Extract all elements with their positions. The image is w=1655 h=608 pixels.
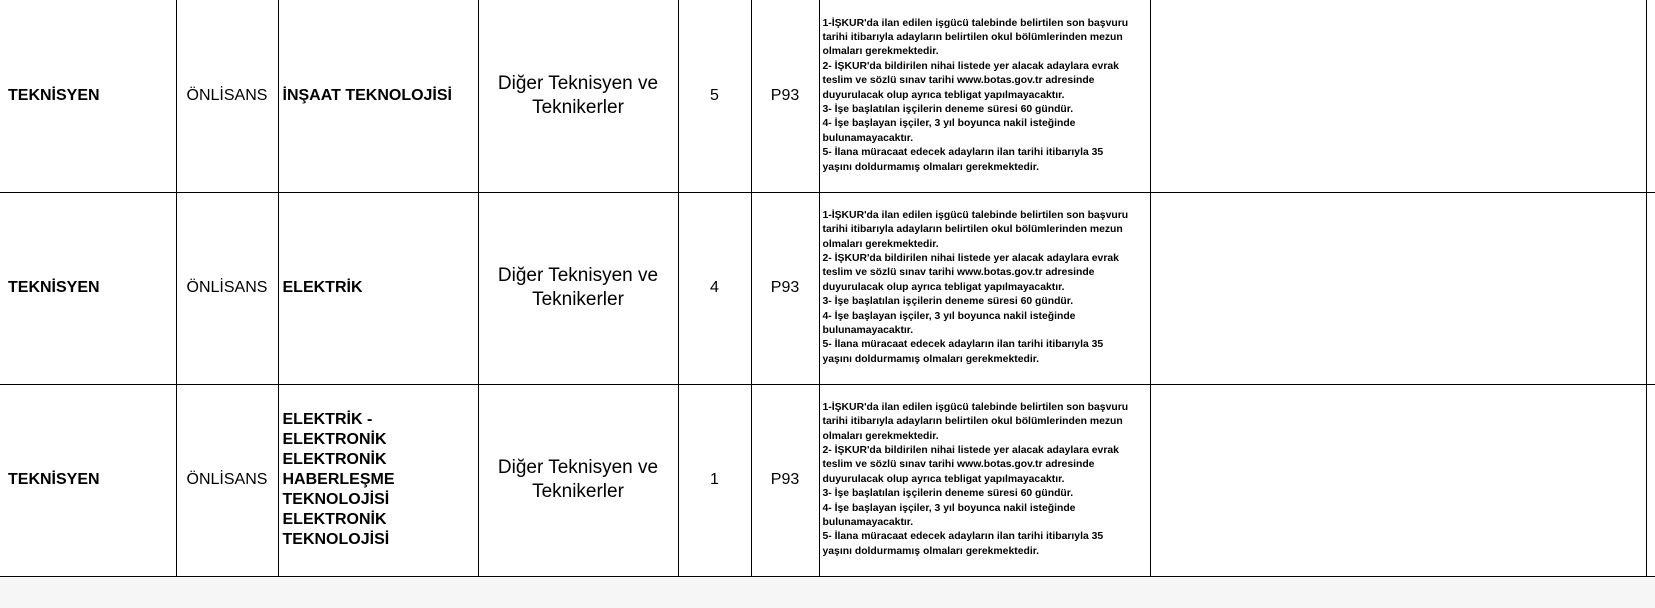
notes-line: teslim ve sözlü sınav tarihi www.botas.gov.tr adresinde	[822, 267, 1095, 279]
notes-line: teslim ve sözlü sınav tarihi www.botas.gov.tr adresinde	[822, 459, 1095, 471]
department-line: HABERLEŞME	[282, 471, 395, 488]
edge-cell	[1646, 384, 1655, 576]
notes-line: 3- İşe başlatılan işçilerin deneme süresi 60 gündür.	[822, 488, 1074, 500]
requirements-notes-cell	[819, 0, 1150, 192]
edge-cell	[1646, 0, 1655, 192]
education-level-cell: ÖNLİSANS	[176, 0, 278, 192]
notes-line: teslim ve sözlü sınav tarihi www.botas.gov.tr adresinde	[822, 75, 1095, 87]
notes-line: 3- İşe başlatılan işçilerin deneme süresi 60 gündür.	[822, 103, 1074, 115]
notes-line: duyurulacak olup ayrıca tebligat yapılmayacaktır.	[822, 281, 1065, 293]
education-level-cell: ÖNLİSANS	[176, 384, 278, 576]
department-line: İNŞAAT TEKNOLOJİSİ	[282, 86, 452, 104]
notes-line: 1-İŞKUR'da ilan edilen işgücü talebinde belirtilen son başvuru	[822, 401, 1129, 413]
table-row	[0, 384, 1655, 576]
notes-line: 1-İŞKUR'da ilan edilen işgücü talebinde belirtilen son başvuru	[822, 17, 1129, 29]
notes-line: 3- İşe başlatılan işçilerin deneme süresi 60 gündür.	[822, 296, 1074, 308]
education-code-cell: P93	[751, 384, 819, 576]
notes-line: yaşını doldurmamış olmaları gerekmektedir.	[822, 161, 1040, 173]
notes-line: olmaları gerekmektedir.	[822, 430, 939, 442]
edge-cell	[1646, 192, 1655, 384]
occupation-group-cell: Diğer Teknisyen ve Teknikerler	[478, 0, 678, 192]
department-cell	[278, 0, 478, 192]
requirements-notes-cell	[819, 192, 1150, 384]
education-code-cell: P93	[751, 0, 819, 192]
position-count-cell: 5	[678, 0, 751, 192]
department-line: ELEKTRONİK	[282, 431, 387, 448]
notes-line: duyurulacak olup ayrıca tebligat yapılmayacaktır.	[822, 89, 1065, 101]
notes-line: 5- İlana müracaat edecek adayların ilan tarihi itibarıyla 35	[822, 339, 1104, 351]
department-line: ELEKTRİK	[282, 279, 363, 296]
notes-line: duyurulacak olup ayrıca tebligat yapılmayacaktır.	[822, 473, 1065, 485]
page-bottom-margin	[0, 578, 1655, 608]
department-cell	[278, 192, 478, 384]
notes-line: 4- İşe başlayan işçiler, 3 yıl boyunca nakil isteğinde	[822, 310, 1076, 322]
occupation-group-cell: Diğer Teknisyen ve Teknikerler	[478, 384, 678, 576]
table-row	[0, 0, 1655, 192]
notes-line: 5- İlana müracaat edecek adayların ilan tarihi itibarıyla 35	[822, 531, 1104, 543]
notes-line: bulunamayacaktır.	[822, 325, 914, 337]
position-title-cell: TEKNİSYEN	[0, 192, 176, 384]
notes-line: tarihi itibarıyla adayların belirtilen okul bölümlerinden mezun	[822, 31, 1123, 43]
department-line: TEKNOLOJİSİ	[282, 491, 390, 508]
table-row	[0, 192, 1655, 384]
notes-line: tarihi itibarıyla adayların belirtilen okul bölümlerinden mezun	[822, 224, 1123, 236]
position-count-cell: 4	[678, 192, 751, 384]
education-code-cell: P93	[751, 192, 819, 384]
position-title-cell: TEKNİSYEN	[0, 0, 176, 192]
notes-line: 4- İşe başlayan işçiler, 3 yıl boyunca nakil isteğinde	[822, 118, 1076, 130]
department-line: TEKNOLOJİSİ	[282, 531, 390, 548]
notes-line: bulunamayacaktır.	[822, 132, 914, 144]
notes-line: 2- İŞKUR'da bildirilen nihai listede yer alacak adaylara evrak	[822, 444, 1119, 456]
notes-line: yaşını doldurmamış olmaları gerekmektedir.	[822, 353, 1040, 365]
requirements-notes-cell	[819, 384, 1150, 576]
department-line: ELEKTRİK -	[282, 411, 373, 428]
notes-line: 2- İŞKUR'da bildirilen nihai listede yer alacak adaylara evrak	[822, 252, 1119, 264]
empty-cell	[1150, 384, 1646, 576]
notes-line: olmaları gerekmektedir.	[822, 238, 939, 250]
department-cell	[278, 384, 478, 576]
position-title-cell: TEKNİSYEN	[0, 384, 176, 576]
notes-line: bulunamayacaktır.	[822, 517, 914, 529]
department-line: ELEKTRONİK	[282, 451, 387, 468]
notes-line: 1-İŞKUR'da ilan edilen işgücü talebinde belirtilen son başvuru	[822, 209, 1129, 221]
notes-line: 2- İŞKUR'da bildirilen nihai listede yer alacak adaylara evrak	[822, 60, 1119, 72]
notes-line: 4- İşe başlayan işçiler, 3 yıl boyunca nakil isteğinde	[822, 502, 1076, 514]
position-count-cell: 1	[678, 384, 751, 576]
education-level-cell: ÖNLİSANS	[176, 192, 278, 384]
department-line: ELEKTRONİK	[282, 511, 387, 528]
occupation-group-cell: Diğer Teknisyen ve Teknikerler	[478, 192, 678, 384]
notes-line: tarihi itibarıyla adayların belirtilen okul bölümlerinden mezun	[822, 416, 1123, 428]
notes-line: 5- İlana müracaat edecek adayların ilan tarihi itibarıyla 35	[822, 147, 1104, 159]
notes-line: yaşını doldurmamış olmaları gerekmektedir.	[822, 545, 1040, 557]
empty-cell	[1150, 192, 1646, 384]
empty-cell	[1150, 0, 1646, 192]
notes-line: olmaları gerekmektedir.	[822, 46, 939, 58]
